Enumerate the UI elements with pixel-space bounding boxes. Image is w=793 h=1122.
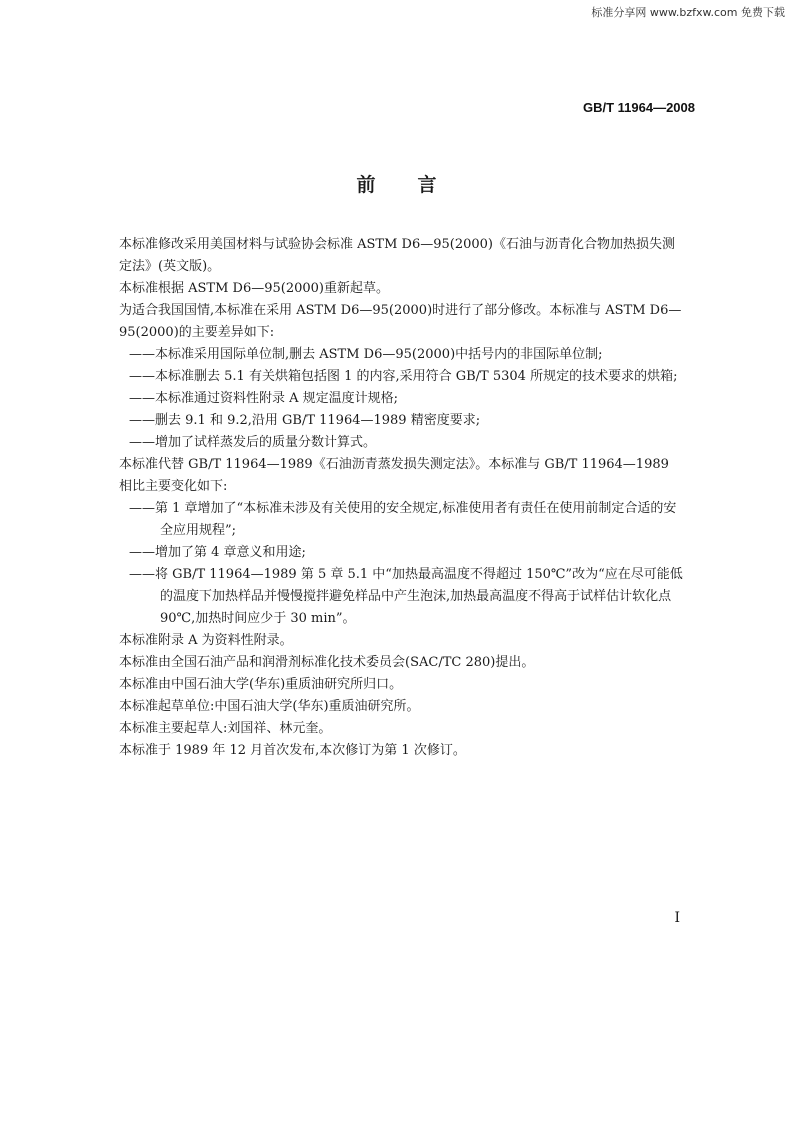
paragraph: 本标准起草单位:中国石油大学(华东)重质油研究所。 xyxy=(119,699,420,714)
paragraph: 本标准由中国石油大学(华东)重质油研究所归口。 xyxy=(119,677,403,692)
dash-list-item: ——本标准删去 5.1 有关烘箱包括图 1 的内容,采用符合 GB/T 5304 所规定的技术要求的烘箱; xyxy=(129,369,678,384)
dash-list-item: ——本标准通过资料性附录 A 规定温度计规格; xyxy=(129,391,399,406)
dash-list-item: ——增加了试样蒸发后的质量分数计算式。 xyxy=(129,435,377,450)
paragraph: 本标准于 1989 年 12 月首次发布,本次修订为第 1 次修订。 xyxy=(119,743,466,758)
paragraph: 本标准代替 GB/T 11964—1989《石油沥青蒸发损失测定法》。本标准与 GB/T 11964—1989 相比主要变化如下: xyxy=(119,457,669,494)
paragraph: 本标准主要起草人:刘国祥、林元奎。 xyxy=(119,721,332,736)
page-number: I xyxy=(674,910,680,926)
standard-number: GB/T 11964—2008 xyxy=(582,100,695,115)
dash-list-item: ——增加了第 4 章意义和用途; xyxy=(129,545,306,560)
page-title: 前言 xyxy=(356,174,479,196)
foreword-body xyxy=(119,234,684,762)
paragraph: 本标准由全国石油产品和润滑剂标准化技术委员会(SAC/TC 280)提出。 xyxy=(119,655,535,670)
paragraph: 本标准修改采用美国材料与试验协会标准 ASTM D6—95(2000)《石油与沥青化合物加热损失测定法》(英文版)。 xyxy=(119,237,676,274)
dash-list-item: ——第 1 章增加了“本标准未涉及有关使用的安全规定,标准使用者有责任在使用前制定合适的安全应用规程”; xyxy=(129,501,677,538)
dash-list-item: ——本标准采用国际单位制,删去 ASTM D6—95(2000)中括号内的非国际单位制; xyxy=(129,347,603,362)
paragraph: 本标准根据 ASTM D6—95(2000)重新起草。 xyxy=(119,281,390,296)
paragraph: 为适合我国国情,本标准在采用 ASTM D6—95(2000)时进行了部分修改。本标准与 ASTM D6—95(2000)的主要差异如下: xyxy=(119,303,682,340)
paragraph: 本标准附录 A 为资料性附录。 xyxy=(119,633,293,648)
watermark-text: 标准分享网 www.bzfxw.com 免费下载 xyxy=(591,6,785,19)
dash-list-item: ——删去 9.1 和 9.2,沿用 GB/T 11964—1989 精密度要求; xyxy=(129,413,481,428)
dash-list-item: ——将 GB/T 11964—1989 第 5 章 5.1 中“加热最高温度不得超过 150℃”改为“应在尽可能低的温度下加热样品并慢慢搅拌避免样品中产生泡沫,加热最高温度不得高于试样估计软化点 90℃,加热时间应少于 30 min”。 xyxy=(129,567,683,626)
